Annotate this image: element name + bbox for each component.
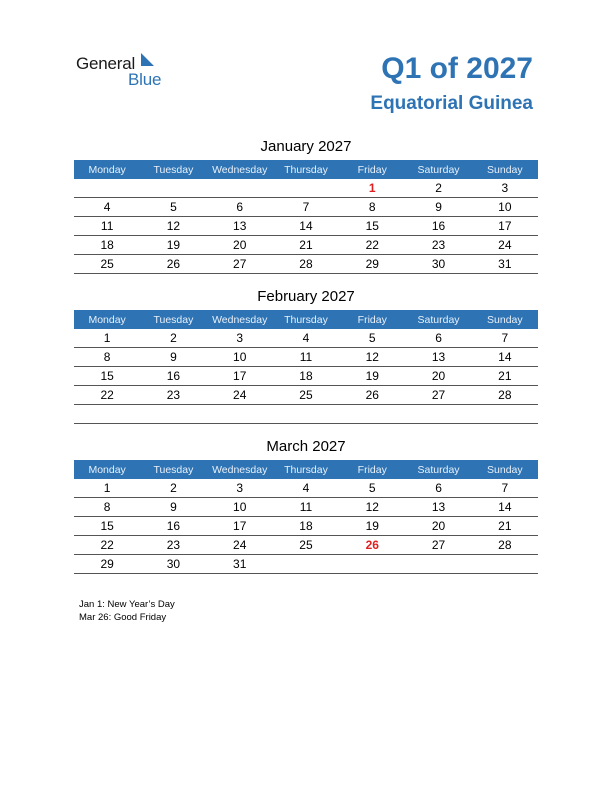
day-cell: 31 — [472, 255, 538, 274]
day-cell — [405, 405, 471, 424]
day-cell: 9 — [140, 348, 206, 367]
day-cell: 3 — [207, 479, 273, 498]
day-cell: 8 — [74, 498, 140, 517]
week-row — [74, 517, 538, 536]
day-cell: 9 — [405, 198, 471, 217]
day-cell: 25 — [273, 386, 339, 405]
day-cell: 9 — [140, 498, 206, 517]
day-cell: 16 — [140, 517, 206, 536]
day-cell: 16 — [405, 217, 471, 236]
weekday-header: Friday — [339, 310, 405, 329]
day-cell: 8 — [74, 348, 140, 367]
day-cell: 22 — [74, 386, 140, 405]
day-cell: 11 — [273, 348, 339, 367]
day-cell — [273, 555, 339, 574]
day-cell: 1 — [74, 479, 140, 498]
week-row — [74, 217, 538, 236]
month-march — [74, 438, 538, 574]
logo — [76, 52, 176, 92]
weekday-header: Thursday — [273, 310, 339, 329]
day-cell: 12 — [140, 217, 206, 236]
weekday-header: Monday — [74, 460, 140, 479]
week-row — [74, 536, 538, 555]
weekday-header: Tuesday — [140, 160, 206, 179]
day-cell: 11 — [74, 217, 140, 236]
week-row — [74, 498, 538, 517]
day-cell: 22 — [339, 236, 405, 255]
day-cell: 2 — [405, 179, 471, 198]
day-cell: 12 — [339, 498, 405, 517]
day-cell: 23 — [140, 536, 206, 555]
day-cell: 26 — [140, 255, 206, 274]
week-row — [74, 255, 538, 274]
day-cell: 11 — [273, 498, 339, 517]
weekday-header: Wednesday — [207, 460, 273, 479]
day-cell: 25 — [74, 255, 140, 274]
day-cell: 4 — [273, 329, 339, 348]
day-cell: 6 — [405, 329, 471, 348]
weekday-header: Thursday — [273, 160, 339, 179]
day-cell — [472, 405, 538, 424]
day-cell: 14 — [273, 217, 339, 236]
weekday-header: Sunday — [472, 310, 538, 329]
day-cell: 21 — [472, 367, 538, 386]
weekday-header: Saturday — [405, 160, 471, 179]
day-cell: 20 — [405, 517, 471, 536]
day-cell: 13 — [405, 348, 471, 367]
month-title: February 2027 — [257, 288, 355, 305]
weekday-header-row — [74, 160, 538, 179]
day-cell: 18 — [273, 367, 339, 386]
day-cell: 23 — [405, 236, 471, 255]
day-cell: 5 — [339, 479, 405, 498]
day-cell — [207, 179, 273, 198]
month-title: January 2027 — [260, 138, 352, 155]
day-cell: 17 — [472, 217, 538, 236]
day-cell — [472, 555, 538, 574]
day-cell: 15 — [74, 517, 140, 536]
weekday-header: Friday — [339, 460, 405, 479]
day-cell: 17 — [207, 367, 273, 386]
holiday-note: Jan 1: New Year’s Day — [79, 599, 175, 610]
logo-triangle-icon — [139, 52, 155, 68]
day-cell: 12 — [339, 348, 405, 367]
day-cell: 5 — [339, 329, 405, 348]
day-cell: 4 — [74, 198, 140, 217]
day-cell: 20 — [207, 236, 273, 255]
weekday-header: Sunday — [472, 160, 538, 179]
logo-blue-text: Blue — [128, 70, 162, 89]
day-cell: 27 — [405, 536, 471, 555]
day-cell — [273, 179, 339, 198]
weekday-header: Sunday — [472, 460, 538, 479]
calendar-table — [74, 160, 538, 274]
weekday-header: Saturday — [405, 460, 471, 479]
day-cell: 2 — [140, 329, 206, 348]
weekday-header: Monday — [74, 160, 140, 179]
week-row — [74, 555, 538, 574]
day-cell: 13 — [405, 498, 471, 517]
day-cell: 28 — [472, 536, 538, 555]
day-cell: 1 — [339, 179, 405, 198]
week-row — [74, 405, 538, 424]
day-cell — [273, 405, 339, 424]
week-row — [74, 198, 538, 217]
day-cell: 30 — [140, 555, 206, 574]
day-cell: 25 — [273, 536, 339, 555]
day-cell: 29 — [74, 555, 140, 574]
weekday-header: Friday — [339, 160, 405, 179]
day-cell — [140, 179, 206, 198]
week-row — [74, 386, 538, 405]
day-cell: 19 — [339, 517, 405, 536]
day-cell: 14 — [472, 348, 538, 367]
holiday-notes — [79, 598, 175, 624]
day-cell: 10 — [472, 198, 538, 217]
day-cell: 17 — [207, 517, 273, 536]
day-cell: 16 — [140, 367, 206, 386]
weekday-header: Wednesday — [207, 160, 273, 179]
day-cell: 18 — [273, 517, 339, 536]
day-cell: 20 — [405, 367, 471, 386]
logo-general-text: General — [76, 54, 136, 73]
day-cell: 26 — [339, 536, 405, 555]
calendar-table — [74, 310, 538, 424]
day-cell — [207, 405, 273, 424]
holiday-note: Mar 26: Good Friday — [79, 612, 167, 623]
country-name: Equatorial Guinea — [370, 93, 533, 114]
day-cell: 19 — [140, 236, 206, 255]
day-cell: 23 — [140, 386, 206, 405]
month-february — [74, 288, 538, 424]
week-row — [74, 236, 538, 255]
day-cell: 4 — [273, 479, 339, 498]
day-cell: 19 — [339, 367, 405, 386]
day-cell — [140, 405, 206, 424]
day-cell: 27 — [207, 255, 273, 274]
week-row — [74, 367, 538, 386]
day-cell: 7 — [273, 198, 339, 217]
day-cell: 24 — [207, 386, 273, 405]
weekday-header: Wednesday — [207, 310, 273, 329]
day-cell: 6 — [207, 198, 273, 217]
day-cell: 15 — [74, 367, 140, 386]
calendar-table — [74, 460, 538, 574]
day-cell: 7 — [472, 329, 538, 348]
week-row — [74, 479, 538, 498]
day-cell: 3 — [472, 179, 538, 198]
day-cell — [74, 405, 140, 424]
weekday-header: Monday — [74, 310, 140, 329]
day-cell: 28 — [273, 255, 339, 274]
day-cell: 10 — [207, 498, 273, 517]
day-cell: 24 — [472, 236, 538, 255]
day-cell: 7 — [472, 479, 538, 498]
weekday-header: Thursday — [273, 460, 339, 479]
day-cell: 29 — [339, 255, 405, 274]
weekday-header-row — [74, 310, 538, 329]
page-title: Q1 of 2027 — [381, 52, 533, 85]
day-cell: 5 — [140, 198, 206, 217]
day-cell: 22 — [74, 536, 140, 555]
month-title: March 2027 — [266, 438, 346, 455]
week-row — [74, 348, 538, 367]
weekday-header: Tuesday — [140, 460, 206, 479]
week-row — [74, 329, 538, 348]
day-cell: 24 — [207, 536, 273, 555]
day-cell: 28 — [472, 386, 538, 405]
day-cell: 8 — [339, 198, 405, 217]
day-cell: 14 — [472, 498, 538, 517]
day-cell: 3 — [207, 329, 273, 348]
day-cell — [339, 405, 405, 424]
weekday-header: Saturday — [405, 310, 471, 329]
day-cell: 18 — [74, 236, 140, 255]
day-cell: 15 — [339, 217, 405, 236]
day-cell: 6 — [405, 479, 471, 498]
day-cell — [405, 555, 471, 574]
day-cell: 21 — [273, 236, 339, 255]
day-cell — [339, 555, 405, 574]
day-cell — [74, 179, 140, 198]
day-cell: 1 — [74, 329, 140, 348]
week-row — [74, 179, 538, 198]
weekday-header-row — [74, 460, 538, 479]
day-cell: 27 — [405, 386, 471, 405]
day-cell: 21 — [472, 517, 538, 536]
day-cell: 31 — [207, 555, 273, 574]
day-cell: 26 — [339, 386, 405, 405]
month-january — [74, 138, 538, 274]
day-cell: 10 — [207, 348, 273, 367]
day-cell: 13 — [207, 217, 273, 236]
day-cell: 30 — [405, 255, 471, 274]
weekday-header: Tuesday — [140, 310, 206, 329]
day-cell: 2 — [140, 479, 206, 498]
